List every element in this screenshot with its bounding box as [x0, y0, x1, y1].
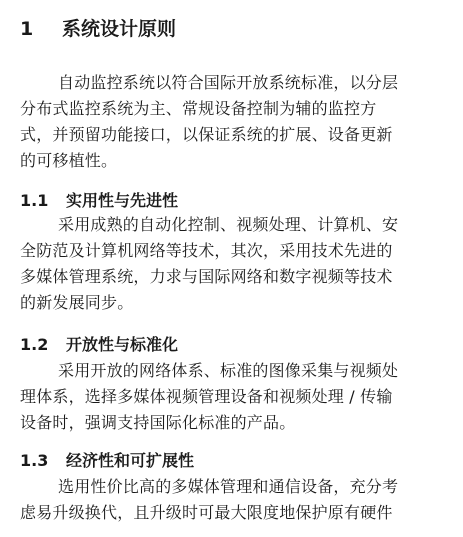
- paragraph-line: 采用开放的网络体系、标准的图像采集与视频处: [58, 361, 399, 380]
- subsection-paragraph-1-3: [20, 474, 450, 526]
- section-number: 1: [20, 18, 34, 40]
- paragraph-line: 虑易升级换代，且升级时可最大限度地保护原有硬件: [20, 503, 393, 522]
- subsection-title: 开放性与标准化: [66, 335, 179, 354]
- subsection-number: 1.1: [20, 191, 49, 210]
- subsection-number: 1.3: [20, 451, 49, 470]
- paragraph-line: 式，并预留功能接口，以保证系统的扩展、设备更新: [20, 125, 393, 144]
- paragraph-line: 全防范及计算机网络等技术，其次，采用技术先进的: [20, 241, 393, 260]
- paragraph-line: 设备时，强调支持国际化标准的产品。: [20, 413, 296, 432]
- subsection-paragraph-1-2: [20, 358, 450, 436]
- section-heading: [20, 14, 176, 44]
- paragraph-line: 选用性价比高的多媒体管理和通信设备，充分考: [58, 477, 399, 496]
- subsection-heading-1-1: [20, 188, 178, 214]
- section-title: 系统设计原则: [62, 18, 177, 40]
- intro-paragraph: [20, 70, 450, 174]
- paragraph-line: 理体系，选择多媒体视频管理设备和视频处理 / 传输: [20, 387, 393, 406]
- paragraph-line: 的新发展同步。: [20, 293, 134, 312]
- subsection-paragraph-1-1: [20, 212, 450, 316]
- subsection-title: 实用性与先进性: [66, 191, 179, 210]
- paragraph-line: 采用成熟的自动化控制、视频处理、计算机、安: [58, 215, 399, 234]
- paragraph-line: 分布式监控系统为主、常规设备控制为辅的监控方: [20, 99, 377, 118]
- subsection-heading-1-3: [20, 448, 194, 474]
- subsection-title: 经济性和可扩展性: [66, 451, 195, 470]
- subsection-number: 1.2: [20, 335, 49, 354]
- subsection-heading-1-2: [20, 332, 178, 358]
- paragraph-line: 自动监控系统以符合国际开放系统标准，以分层: [58, 73, 399, 92]
- paragraph-line: 多媒体管理系统，力求与国际网络和数字视频等技术: [20, 267, 393, 286]
- paragraph-line: 的可移植性。: [20, 151, 118, 170]
